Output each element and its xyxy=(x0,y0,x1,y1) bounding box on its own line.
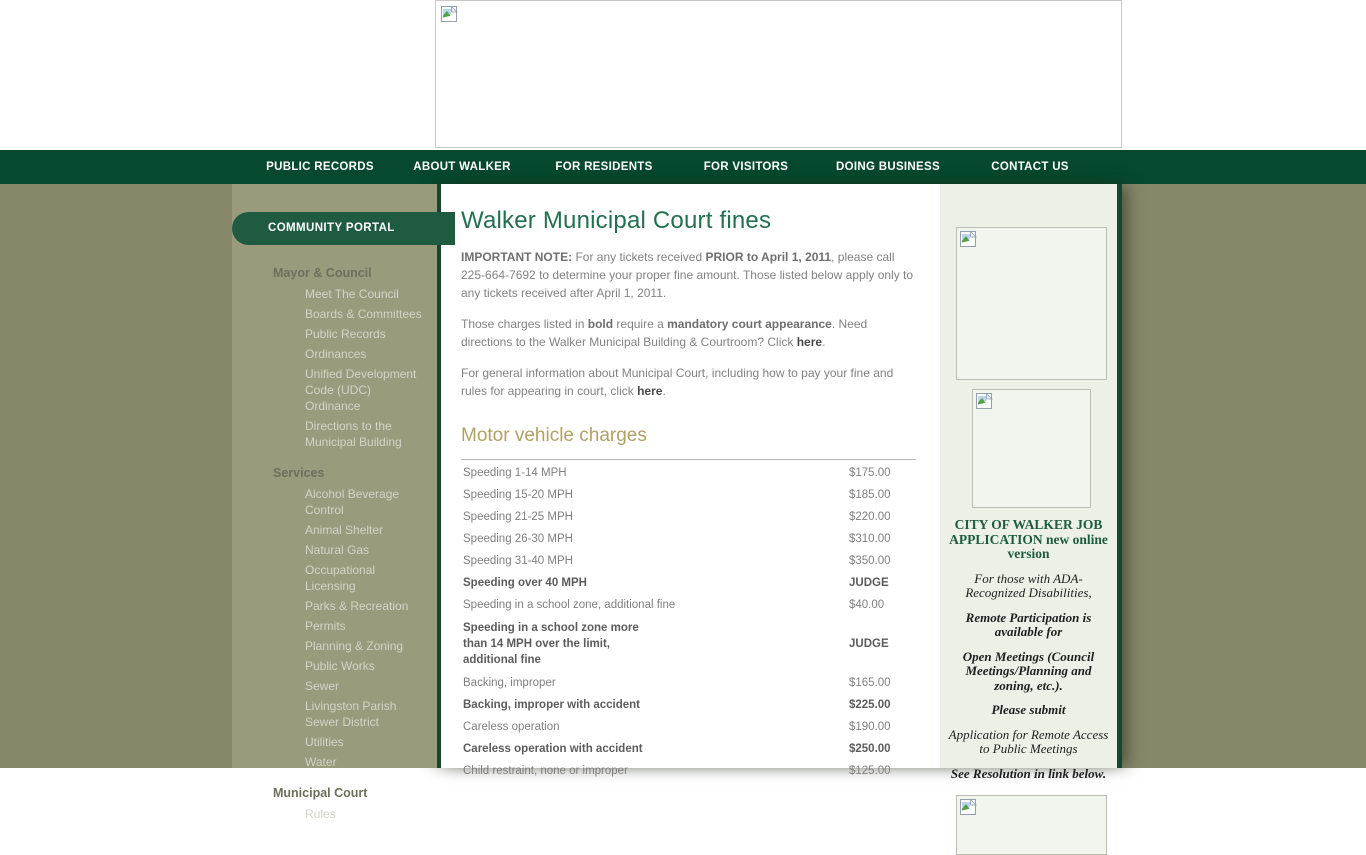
sidebar-announcements xyxy=(940,518,1117,781)
p3-text-2: . xyxy=(662,384,666,398)
charge-label: Speeding over 40 MPH xyxy=(463,577,587,589)
community-portal-button[interactable]: COMMUNITY PORTAL xyxy=(232,212,455,245)
p2-bold-2: mandatory court appearance xyxy=(667,317,832,331)
charge-label: Speeding 26-30 MPH xyxy=(463,533,573,545)
job-application-link[interactable]: CITY OF WALKER JOB APPLICATION new online version xyxy=(949,517,1108,561)
please-submit-text: Please submit xyxy=(991,702,1066,717)
note-text-2: , please call 225-664-7692 to determine your proper fine amount. Those listed below apply only to any tickets received after April 1, 2011. xyxy=(461,250,914,300)
charge-label: Backing, improper with accident xyxy=(463,699,641,711)
charge-amount: $350.00 xyxy=(849,555,891,567)
sidebar-section xyxy=(232,258,437,452)
charge-row xyxy=(461,528,916,550)
sidebar-item-animal-shelter[interactable]: Animal Shelter xyxy=(305,523,384,537)
charge-amount: $165.00 xyxy=(849,677,891,689)
important-note-paragraph xyxy=(461,248,914,302)
broken-image-icon xyxy=(960,799,977,821)
ada-note: For those with ADA-Recognized Disabilities, xyxy=(965,570,1092,600)
sidebar-menu xyxy=(232,258,437,830)
sidebar-item-parks-recreation[interactable]: Parks & Recreation xyxy=(305,599,409,613)
p3-text-1: For general information about Municipal Court, including how to pay your fine and rules for appearing in court, click xyxy=(461,366,894,398)
sidebar-item-meet-the-council[interactable]: Meet The Council xyxy=(305,287,399,301)
charge-label: Child restraint, none or improper xyxy=(463,765,628,777)
general-info-here-link[interactable]: here xyxy=(637,384,663,398)
charge-row xyxy=(461,760,916,782)
sidebar-image-placeholder-2 xyxy=(972,389,1091,508)
main-content xyxy=(437,184,940,777)
charge-amount: $190.00 xyxy=(849,721,891,733)
sidebar-item-sewer[interactable]: Sewer xyxy=(305,679,340,693)
charge-row xyxy=(461,694,916,716)
charge-row xyxy=(461,484,916,506)
note-bold-date: PRIOR to April 1, 2011 xyxy=(705,250,832,264)
charge-amount: $250.00 xyxy=(849,743,891,755)
sidebar-section-heading: Mayor & Council xyxy=(273,266,372,280)
charge-amount: $175.00 xyxy=(849,467,891,479)
charge-label: Speeding in a school zone more than 14 MPH over the limit, additional fine xyxy=(463,622,639,666)
site-logo-area xyxy=(435,0,1122,148)
sidebar-item-ordinances[interactable]: Ordinances xyxy=(305,347,367,361)
sidebar-item-directions-to-the-municipal-building[interactable]: Directions to the Municipal Building xyxy=(305,419,402,449)
right-sidebar xyxy=(940,184,1122,781)
sidebar-image-placeholder-1 xyxy=(956,227,1107,380)
sidebar-image-placeholder-3 xyxy=(956,795,1107,855)
sidebar-item-livingston-parish-sewer-district[interactable]: Livingston Parish Sewer District xyxy=(305,699,397,729)
charges-table xyxy=(461,462,916,782)
charge-row xyxy=(461,506,916,528)
charge-label: Speeding 21-25 MPH xyxy=(463,511,573,523)
p2-text-4: . xyxy=(822,335,826,349)
charge-row xyxy=(461,738,916,760)
nav-about-walker[interactable]: ABOUT WALKER xyxy=(413,161,511,173)
sidebar-item-public-works[interactable]: Public Works xyxy=(305,659,375,673)
see-resolution-text: See Resolution in link below. xyxy=(950,765,1107,781)
p2-text-3: . Need directions to the Walker Municipal Building & Courtroom? Click xyxy=(461,317,868,349)
remote-access-application-link[interactable]: Application for Remote Access to Public Meetings xyxy=(948,726,1109,756)
charge-amount: JUDGE xyxy=(849,638,889,650)
sidebar-item-boards-committees[interactable]: Boards & Committees xyxy=(305,307,422,321)
general-info-paragraph xyxy=(461,364,914,400)
charge-amount: $40.00 xyxy=(849,599,885,611)
sidebar-item-water[interactable]: Water xyxy=(305,755,337,769)
charge-row xyxy=(461,616,916,672)
charge-label: Backing, improper xyxy=(463,677,556,689)
p2-bold-1: bold xyxy=(587,317,614,331)
sidebar-item-permits[interactable]: Permits xyxy=(305,619,346,633)
sidebar-section-heading: Services xyxy=(273,466,325,480)
charge-label: Careless operation xyxy=(463,721,560,733)
main-navigation xyxy=(0,150,1366,184)
sidebar-item-natural-gas[interactable]: Natural Gas xyxy=(305,543,370,557)
p2-text-1: Those charges listed in xyxy=(461,317,588,331)
charge-amount: $125.00 xyxy=(849,765,891,777)
charge-amount: JUDGE xyxy=(849,577,889,589)
sidebar-item-occupational-licensing[interactable]: Occupational Licensing xyxy=(305,563,376,593)
charge-row xyxy=(461,462,916,484)
sidebar-item-rules[interactable]: Rules xyxy=(305,807,336,821)
charge-label: Speeding in a school zone, additional fine xyxy=(463,599,676,611)
charge-amount: $185.00 xyxy=(849,489,891,501)
motor-vehicle-charges-heading: Motor vehicle charges xyxy=(461,425,647,446)
nav-for-residents[interactable]: FOR RESIDENTS xyxy=(555,161,653,173)
charge-amount: $220.00 xyxy=(849,511,891,523)
charge-row xyxy=(461,572,916,594)
p2-text-2: require a xyxy=(613,317,668,331)
charge-row xyxy=(461,716,916,738)
charge-label: Speeding 15-20 MPH xyxy=(463,489,573,501)
broken-image-icon xyxy=(976,393,993,415)
charge-amount: $310.00 xyxy=(849,533,891,545)
charge-amount: $225.00 xyxy=(849,699,891,711)
bold-charges-paragraph xyxy=(461,315,914,351)
directions-here-link[interactable]: here xyxy=(796,335,823,349)
charge-row xyxy=(461,594,916,616)
sidebar-section xyxy=(232,458,437,772)
note-text-1: For any tickets received xyxy=(572,250,706,264)
page-title: Walker Municipal Court fines xyxy=(461,207,772,234)
sidebar-section xyxy=(232,778,437,824)
broken-image-icon xyxy=(441,6,458,28)
sidebar-item-alcohol-beverage-control[interactable]: Alcohol Beverage Control xyxy=(305,487,400,517)
nav-for-visitors[interactable]: FOR VISITORS xyxy=(703,161,789,173)
section-divider xyxy=(461,459,916,460)
open-meetings-text: Open Meetings (Council Meetings/Planning and zoning, etc.). xyxy=(962,648,1095,693)
charge-row xyxy=(461,672,916,694)
charge-label: Careless operation with accident xyxy=(463,743,643,755)
important-note-lead: IMPORTANT NOTE: xyxy=(461,250,573,264)
broken-image-icon xyxy=(960,231,977,253)
nav-doing-business[interactable]: DOING BUSINESS xyxy=(836,161,940,173)
charge-row xyxy=(461,550,916,572)
nav-contact-us[interactable]: CONTACT US xyxy=(991,161,1069,173)
sidebar-item-planning-zoning[interactable]: Planning & Zoning xyxy=(305,639,404,653)
charge-label: Speeding 31-40 MPH xyxy=(463,555,573,567)
sidebar-item-unified-development-code-udc-ordinance[interactable]: Unified Development Code (UDC) Ordinance xyxy=(305,367,417,413)
nav-public-records[interactable]: PUBLIC RECORDS xyxy=(266,161,374,173)
sidebar-item-utilities[interactable]: Utilities xyxy=(305,735,344,749)
charge-label: Speeding 1-14 MPH xyxy=(463,467,567,479)
sidebar-section-heading: Municipal Court xyxy=(273,786,368,800)
sidebar-item-public-records[interactable]: Public Records xyxy=(305,327,386,341)
remote-participation-text: Remote Participation is available for xyxy=(965,609,1092,639)
